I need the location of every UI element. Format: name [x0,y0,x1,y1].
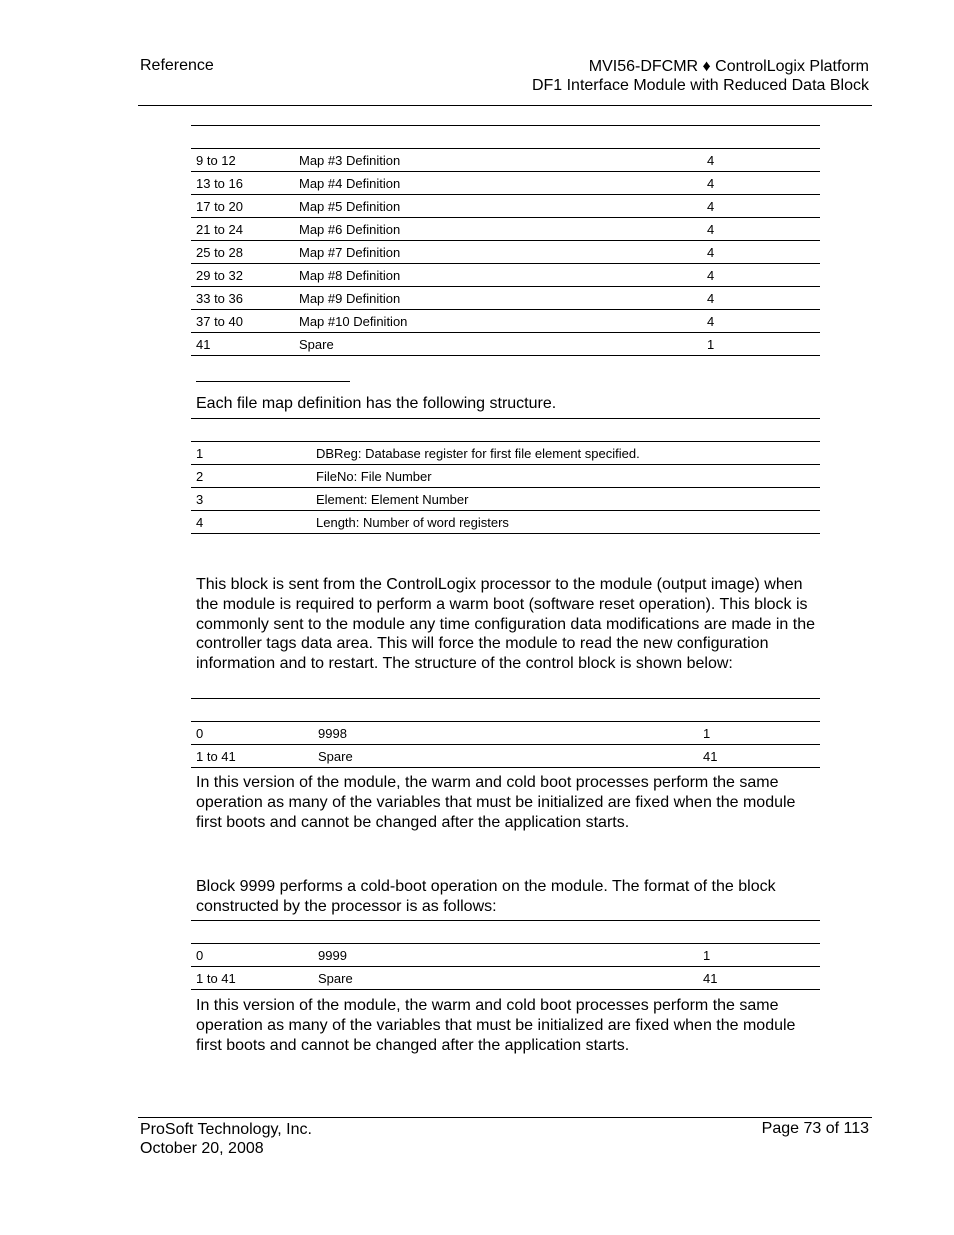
cell-offset: 37 to 40 [196,314,243,329]
cell-description: Map #6 Definition [299,222,401,237]
warm-boot-note-text: In this version of the module, the warm and cold boot processes perform the same operation as many of the variables that must be initialized are fixed when the module first boots and cannot be changed after the application starts. [196,774,796,831]
footer-divider [138,1117,872,1118]
cell-offset: 21 to 24 [196,222,243,237]
table-row [191,722,820,745]
table-row [191,241,820,264]
cell-description: DBReg: Database register for first file element specified. [316,446,640,461]
table-row [191,172,820,195]
cell-description: Map #5 Definition [299,199,401,214]
table-row [191,488,820,511]
cell-offset: 0 [196,726,204,741]
cell-description: Length: Number of word registers [316,515,509,530]
cell-length: 4 [707,176,715,191]
footer-page-number: Page 73 of 113 [761,1120,869,1137]
cell-offset: 3 [196,492,204,507]
table-row [191,287,820,310]
cell-offset: 1 to 41 [196,971,236,986]
warm-boot-intro-text: This block is sent from the ControlLogix processor to the module (output image) when the module is required to perform a warm boot (software reset operation). This block is commonly sent to the module any time configuration data modifications are made in the controller tags data area. This will force the module to read the new configuration information and to restart. The structure of the control block is shown below: [196,576,815,673]
header-section-title: Reference [140,57,214,74]
cell-description: FileNo: File Number [316,469,432,484]
cell-offset: 41 [196,337,211,352]
table-header [191,418,820,442]
table-row [191,967,820,990]
cold-boot-table [191,920,820,990]
cell-length: 1 [707,337,715,352]
header-product-line2: DF1 Interface Module with Reduced Data Block [531,77,869,94]
footer-info [140,1120,312,1158]
cell-length: 41 [703,749,718,764]
cell-offset: 0 [196,948,204,963]
cell-length: 4 [707,245,715,260]
cell-length: 4 [707,268,715,283]
cell-offset: 1 to 41 [196,749,236,764]
map-definition-table [191,125,820,356]
table-row [191,264,820,287]
table-row [191,149,820,172]
cell-description: Spare [318,749,353,764]
cell-length: 1 [703,726,711,741]
cell-description: Spare [318,971,353,986]
cell-offset: 1 [196,446,204,461]
cell-length: 4 [707,291,715,306]
cell-offset: 29 to 32 [196,268,243,283]
cell-offset: 25 to 28 [196,245,243,260]
cell-description: 9998 [318,726,347,741]
cell-length: 41 [703,971,718,986]
cell-description: Map #4 Definition [299,176,401,191]
cell-offset: 9 to 12 [196,153,236,168]
table-row [191,218,820,241]
cell-description: Map #8 Definition [299,268,401,283]
table-header [191,920,820,944]
cold-boot-intro-text: Block 9999 performs a cold-boot operation on the module. The format of the block constructed by the processor is as follows: [196,878,776,915]
cell-length: 4 [707,199,715,214]
map-structure-table [191,418,820,534]
cell-length: 4 [707,222,715,237]
cell-description: Map #3 Definition [299,153,401,168]
cell-description: Map #10 Definition [299,314,408,329]
cell-description: 9999 [318,948,347,963]
cell-length: 4 [707,153,715,168]
cell-offset: 2 [196,469,204,484]
section-divider [196,381,350,382]
cell-offset: 17 to 20 [196,199,243,214]
table-row [191,195,820,218]
cell-length: 4 [707,314,715,329]
table-row [191,465,820,488]
table-row [191,944,820,967]
cell-length: 1 [703,948,711,963]
cell-offset: 33 to 36 [196,291,243,306]
table-row [191,333,820,356]
cold-boot-note-text: In this version of the module, the warm and cold boot processes perform the same operation as many of the variables that must be initialized are fixed when the module first boots and cannot be changed after the application starts. [196,997,796,1054]
cell-description: Spare [299,337,334,352]
cell-description: Map #7 Definition [299,245,401,260]
table-row [191,511,820,534]
table-row [191,745,820,768]
header-product-title [532,57,869,95]
structure-intro-text: Each file map definition has the following structure. [196,395,557,412]
footer-date: October 20, 2008 [140,1140,264,1157]
cell-offset: 4 [196,515,204,530]
table-header [191,698,820,722]
header-divider [138,105,872,106]
cell-description: Element: Element Number [316,492,469,507]
table-row [191,442,820,465]
table-row [191,310,820,333]
cell-offset: 13 to 16 [196,176,243,191]
warm-boot-table [191,698,820,768]
footer-company: ProSoft Technology, Inc. [140,1121,312,1138]
header-product-line1: MVI56-DFCMR ♦ ControlLogix Platform [588,58,869,75]
cell-description: Map #9 Definition [299,291,401,306]
table-header [191,125,820,149]
